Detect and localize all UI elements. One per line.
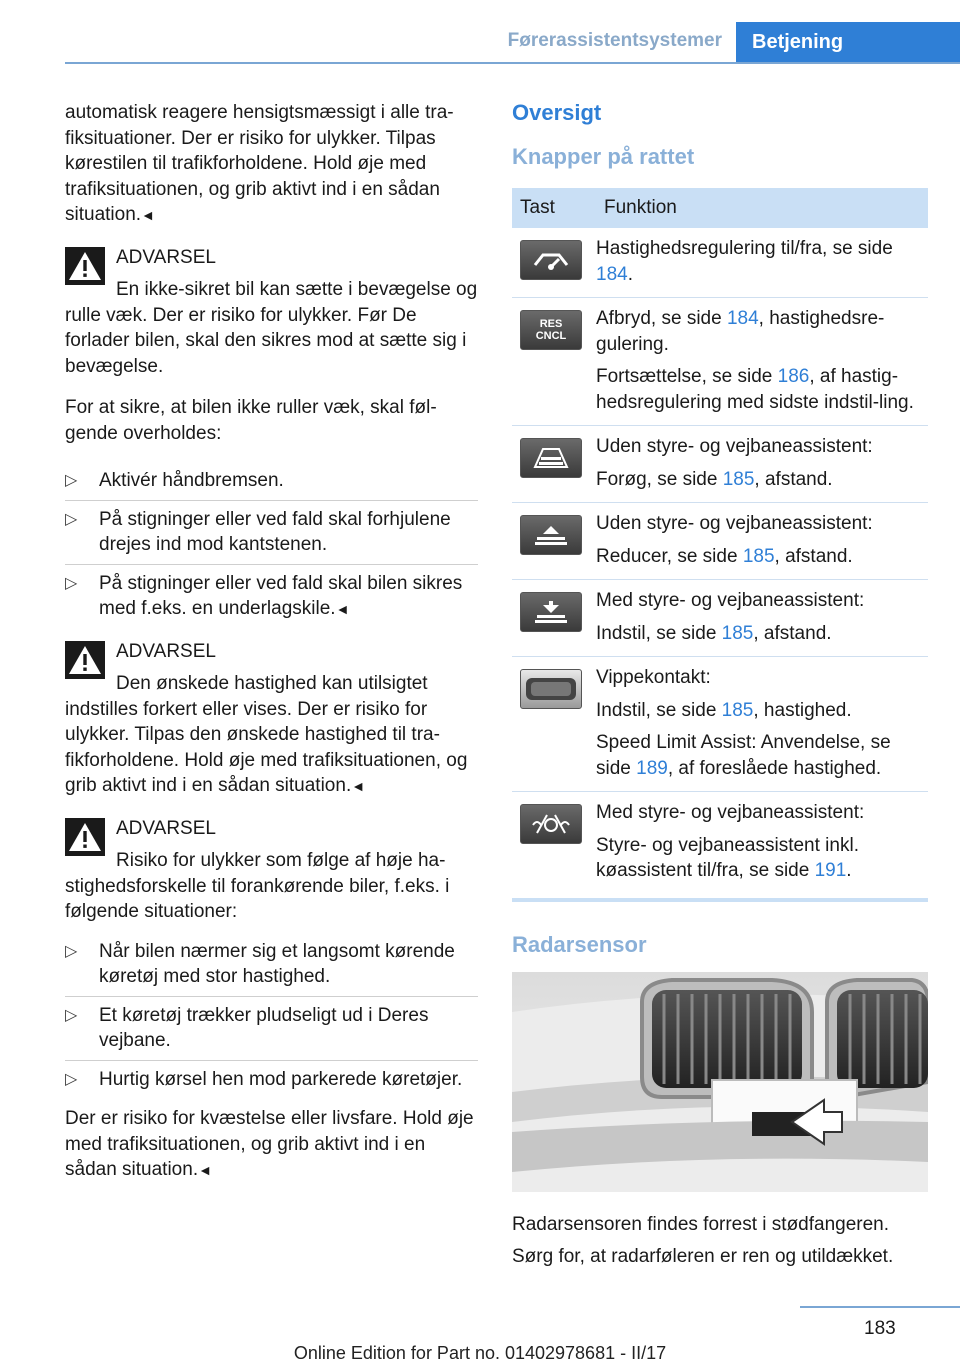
- chapter-tab[interactable]: Betjening: [736, 22, 960, 64]
- radar-sensor-photo: [512, 972, 928, 1192]
- function-text: Forøg, se side 185, afstand.: [596, 468, 833, 490]
- function-text: Reducer, se side 185, afstand.: [596, 545, 853, 567]
- warning-outro: Der er risiko for kvæstelse eller livsfare. Hold øje med trafiksituationen, og grib aktivt ind i en sådan situation.◄: [65, 1108, 474, 1180]
- radar-caption: [512, 1212, 928, 1270]
- subsection-heading: Knapper på rattet: [512, 144, 695, 169]
- distance-decrease-icon: [520, 515, 582, 555]
- buttons-table: [512, 188, 928, 894]
- warning-block: [65, 639, 478, 800]
- end-mark: ◄: [351, 778, 366, 794]
- function-text: Vippekontakt:: [596, 667, 711, 688]
- page-link[interactable]: 185: [721, 622, 754, 644]
- function-text: Afbryd, se side 184, hastighedsre-gulering.: [596, 308, 885, 355]
- section-heading: Oversigt: [512, 100, 602, 125]
- warning-triangle-icon: [65, 818, 105, 856]
- page-link[interactable]: 184: [726, 308, 759, 329]
- bullet-arrow-icon: ▷: [65, 942, 78, 960]
- page-number: 183: [864, 1318, 896, 1339]
- end-mark: ◄: [198, 1162, 212, 1178]
- table-row: [512, 228, 928, 298]
- list-item: ▷ Aktivér håndbremsen.: [65, 462, 478, 501]
- distance-set-icon: [520, 592, 582, 632]
- caption-line: Sørg for, at radarføleren er ren og utildækket.: [512, 1246, 894, 1267]
- bullet-list: [65, 933, 478, 1099]
- intro-paragraph: automatisk reagere hensigtsmæssigt i alle tra-fiksituationer. Der er risiko for ulykker. Tilpas kørestilen til trafikforholdene. Hold øje med trafiksituationen, og grib aktivt ind i en sådan situation.◄: [65, 102, 454, 225]
- end-mark: ◄: [335, 601, 350, 617]
- rocker-switch-icon: [520, 669, 582, 709]
- list-item: ▷ På stigninger eller ved fald skal forhjulene drejes ind mod kantstenen.: [65, 501, 478, 565]
- end-mark: ◄: [141, 207, 155, 223]
- cruise-control-icon: [520, 240, 582, 280]
- warning-block: [65, 816, 478, 1184]
- function-text: Hastighedsregulering til/fra, se side 184.: [596, 238, 893, 285]
- function-text: Uden styre- og vejbaneassistent:: [596, 513, 873, 534]
- page-link[interactable]: 185: [721, 699, 754, 721]
- page-link[interactable]: 191: [814, 860, 847, 881]
- table-end-rule: [512, 898, 928, 902]
- icon-label: RES: [539, 318, 563, 330]
- function-text: Indstil, se side 185, afstand.: [596, 622, 832, 644]
- subsection-heading: Radarsensor: [512, 931, 647, 957]
- table-row: [512, 580, 928, 657]
- table-row: [512, 298, 928, 426]
- steering-assist-icon: [520, 804, 582, 844]
- page-link[interactable]: 189: [636, 757, 668, 779]
- page-link[interactable]: 185: [742, 545, 775, 567]
- warning-title: ADVARSEL: [116, 246, 216, 268]
- bullet-arrow-icon: ▷: [65, 1006, 78, 1024]
- bullet-list: [65, 462, 478, 629]
- section-title: Førerassistentsystemer: [507, 30, 722, 51]
- edition-note: Online Edition for Part no. 01402978681 - II/17: [293, 1343, 667, 1362]
- res-cncl-icon: [520, 310, 582, 350]
- warning-triangle-icon: [65, 641, 105, 679]
- right-column: [512, 100, 928, 1277]
- warning-text: Risiko for ulykker som følge af høje ha-stighedsforskelle til forankørende biler, f.eks. i følgende situationer:: [65, 850, 450, 922]
- warning-text: En ikke-sikret bil kan sætte i bevægelse og rulle væk. Der er risiko for ulykker. Før De forlader bilen, skal den sikres mod at sætte sig i bevægelse.: [65, 279, 478, 377]
- header-rule: [65, 62, 960, 64]
- warning-block: [65, 245, 478, 629]
- list-item: ▷ På stigninger eller ved fald skal bilen sikres med f.eks. en underlagskile.◄: [65, 572, 463, 619]
- page-link[interactable]: 185: [722, 468, 755, 490]
- table-row: [512, 426, 928, 503]
- warning-paragraph: For at sikre, at bilen ikke ruller væk, skal føl-gende overholdes:: [65, 397, 437, 444]
- column-header-key: Tast: [512, 188, 596, 228]
- list-item: ▷ Et køretøj trækker pludseligt ud i Deres vejbane.: [65, 997, 478, 1061]
- list-item: ▷ Hurtig kørsel hen mod parkerede køretøjer.: [65, 1061, 478, 1099]
- bullet-arrow-icon: ▷: [65, 1070, 78, 1088]
- bullet-arrow-icon: ▷: [65, 574, 78, 592]
- list-item: ▷ Når bilen nærmer sig et langsomt kørende køretøj med stor hastighed.: [65, 933, 478, 997]
- bullet-arrow-icon: ▷: [65, 510, 78, 528]
- warning-text: Den ønskede hastighed kan utilsigtet indstilles forkert eller vises. Der er risiko for ulykker. Tilpas den ønskede hastighed til tra-fikforholdene. Hold øje med trafiksituationen, og grib aktivt ind i en sådan situation.◄: [65, 673, 468, 796]
- column-header-function: Funktion: [596, 188, 928, 228]
- left-column: [65, 100, 478, 1200]
- table-row: [512, 503, 928, 580]
- icon-label: CNCL: [535, 330, 567, 342]
- function-text: Med styre- og vejbaneassistent:: [596, 802, 865, 823]
- table-header-row: [512, 188, 928, 228]
- warning-title: ADVARSEL: [116, 640, 216, 662]
- table-row: [512, 792, 928, 894]
- warning-triangle-icon: [65, 247, 105, 285]
- function-text: Med styre- og vejbaneassistent:: [596, 590, 865, 611]
- bullet-arrow-icon: ▷: [65, 472, 78, 489]
- function-text: Indstil, se side 185, hastighed.: [596, 699, 852, 721]
- function-text: Uden styre- og vejbaneassistent:: [596, 436, 873, 457]
- page-link[interactable]: 184: [596, 263, 628, 285]
- function-text: Styre- og vejbaneassistent inkl. køassistent til/fra, se side 191.: [596, 834, 859, 881]
- caption-line: Radarsensoren findes forrest i stødfangeren.: [512, 1213, 890, 1235]
- page-header: [0, 0, 960, 64]
- function-text: Speed Limit Assist: Anvendelse, se side 189, af foreslåede hastighed.: [596, 732, 891, 779]
- warning-title: ADVARSEL: [116, 817, 216, 839]
- footer-rule: [800, 1306, 960, 1308]
- page-link[interactable]: 186: [777, 366, 810, 387]
- distance-increase-icon: [520, 438, 582, 478]
- table-row: [512, 657, 928, 792]
- function-text: Fortsættelse, se side 186, af hastig-hedsregulering med sidste indstil-ling.: [596, 366, 914, 413]
